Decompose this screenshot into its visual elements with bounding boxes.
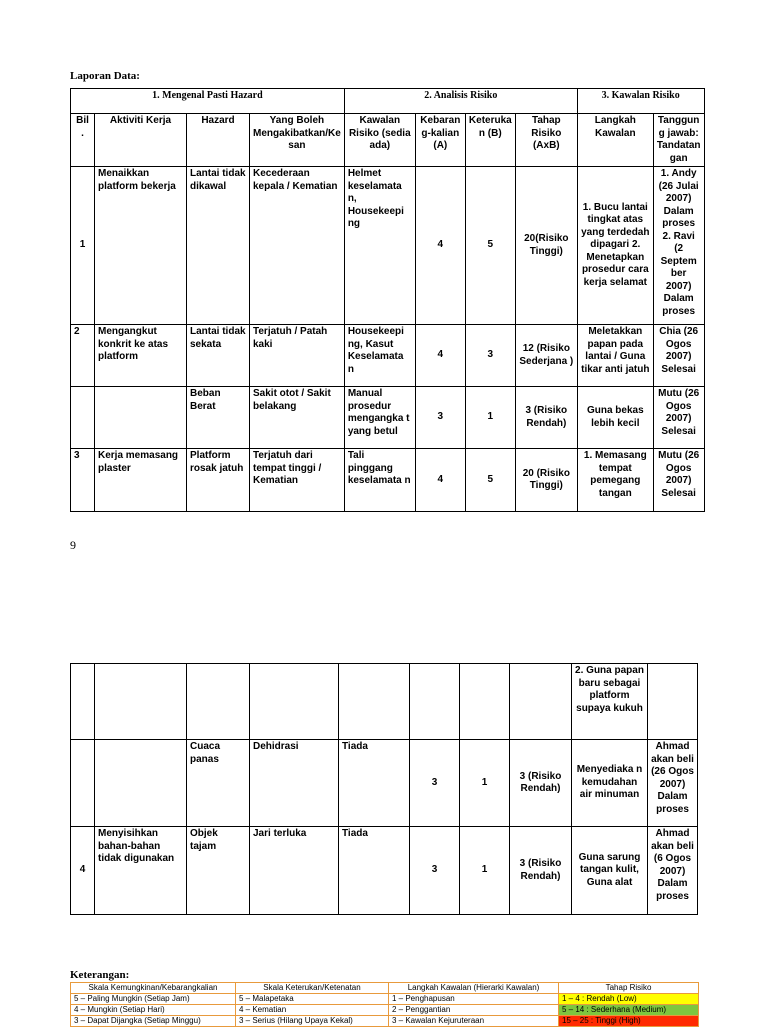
cell-a: 3 [410,827,460,915]
cell-langkah: Menyediaka n kemudahan air minuman [572,740,648,827]
col-tanggungjawab: Tanggun g jawab: Tandatan gan [653,114,704,167]
section-risk-analysis: 2. Analisis Risiko [344,89,577,114]
cell-tanggung: Mutu (26 Ogos 2007) Selesai [653,387,704,449]
cell-kawalan [339,664,410,740]
cell-a: 4 [415,325,465,387]
cell-bil [71,387,95,449]
legend-header: Tahap Risiko [559,983,699,994]
legend-table [70,982,699,1027]
table-row [71,827,698,915]
cell-tahap: 20 (Risiko Tinggi) [515,449,577,512]
cell-tanggung: Ahmad akan beli (26 Ogos 2007) Dalam proses [648,740,698,827]
cell-tanggung: Ahmad akan beli (6 Ogos 2007) Dalam proses [648,827,698,915]
cell-b: 3 [465,325,515,387]
col-aktiviti: Aktiviti Kerja [95,114,187,167]
cell-kawalan: Manual prosedur mengangka t yang betul [344,387,415,449]
col-bil: Bil . [71,114,95,167]
table-row [71,167,705,325]
hazard-table-page-2 [70,663,698,915]
cell-b: 5 [465,449,515,512]
cell-aktiviti: Menyisihkan bahan-bahan tidak digunakan [95,827,187,915]
col-hazard: Hazard [187,114,250,167]
cell-tahap: 20(Risiko Tinggi) [515,167,577,325]
cell-tahap: 12 (Risiko Sederjana ) [515,325,577,387]
col-akibat: Yang Boleh Mengakibatkan/Ke san [250,114,345,167]
cell-b [460,664,510,740]
cell-langkah: Guna bekas lebih kecil [577,387,653,449]
legend-header: Skala Kemungkinan/Kebarangkalian [71,983,236,994]
legend-level-low: 1 – 4 : Rendah (Low) [559,994,699,1005]
cell-a: 4 [415,449,465,512]
cell-akibat [250,664,339,740]
legend-cell: 3 – Kawalan Kejuruteraan [389,1016,559,1027]
cell-hazard: Lantai tidak sekata [187,325,250,387]
legend-cell: 3 – Dapat Dijangka (Setiap Minggu) [71,1016,236,1027]
section-header-row [71,89,705,114]
cell-kawalan: Housekeepi ng, Kasut Keselamata n [344,325,415,387]
cell-aktiviti: Menaikkan platform bekerja [95,167,187,325]
cell-hazard: Cuaca panas [187,740,250,827]
cell-aktiviti [95,740,187,827]
col-tahap: Tahap Risiko (AxB) [515,114,577,167]
cell-tahap: 3 (Risiko Rendah) [510,740,572,827]
legend-cell: 5 – Malapetaka [236,994,389,1005]
report-title: Laporan Data: [70,70,140,82]
page-number: 9 [70,538,76,552]
cell-langkah: Meletakkan papan pada lantai / Guna tikar anti jatuh [577,325,653,387]
cell-b: 1 [460,740,510,827]
cell-a: 3 [415,387,465,449]
legend-cell: 2 – Penggantian [389,1005,559,1016]
table-row [71,325,705,387]
col-kebarangkalian: Kebaran g-kalian (A) [415,114,465,167]
cell-akibat: Kecederaan kepala / Kematian [250,167,345,325]
cell-kawalan: Tali pinggang keselamata n [344,449,415,512]
col-keterukan: Keteruka n (B) [465,114,515,167]
col-kawalan-sedia: Kawalan Risiko (sedia ada) [344,114,415,167]
cell-tahap: 3 (Risiko Rendah) [510,827,572,915]
cell-langkah: 2. Guna papan baru sebagai platform supaya kukuh [572,664,648,740]
legend-header: Langkah Kawalan (Hierarki Kawalan) [389,983,559,994]
legend-row [71,994,699,1005]
cell-tahap: 3 (Risiko Rendah) [515,387,577,449]
cell-kawalan: Tiada [339,740,410,827]
cell-hazard: Lantai tidak dikawal [187,167,250,325]
cell-akibat: Terjatuh dari tempat tinggi / Kematian [250,449,345,512]
legend-cell: 4 – Mungkin (Setiap Hari) [71,1005,236,1016]
cell-akibat: Jari terluka [250,827,339,915]
table-row [71,449,705,512]
legend-cell: 1 – Penghapusan [389,994,559,1005]
cell-aktiviti [95,387,187,449]
legend-level-high: 15 – 25 : Tinggi (High) [559,1016,699,1027]
cell-langkah: 1. Bucu lantai tingkat atas yang terdedah dipagari 2. Menetapkan prosedur cara kerja selamat [577,167,653,325]
cell-b: 1 [460,827,510,915]
cell-akibat: Terjatuh / Patah kaki [250,325,345,387]
cell-b: 5 [465,167,515,325]
cell-tahap [510,664,572,740]
cell-kawalan: Helmet keselamata n, Housekeepi ng [344,167,415,325]
cell-aktiviti: Mengangkut konkrit ke atas platform [95,325,187,387]
cell-aktiviti: Kerja memasang plaster [95,449,187,512]
cell-bil: 2 [71,325,95,387]
col-langkah: Langkah Kawalan [577,114,653,167]
cell-hazard [187,664,250,740]
table-row [71,387,705,449]
legend-row [71,1016,699,1027]
legend-cell: 4 – Kematian [236,1005,389,1016]
legend-title: Keterangan: [70,969,130,981]
cell-kawalan: Tiada [339,827,410,915]
cell-tanggung: Mutu (26 Ogos 2007) Selesai [653,449,704,512]
cell-bil: 1 [71,167,95,325]
cell-hazard: Objek tajam [187,827,250,915]
cell-a: 4 [415,167,465,325]
cell-langkah: 1. Memasang tempat pemegang tangan [577,449,653,512]
cell-bil [71,664,95,740]
hazard-table-page-1 [70,88,705,512]
legend-row [71,1005,699,1016]
cell-a [410,664,460,740]
cell-hazard: Beban Berat [187,387,250,449]
cell-bil [71,740,95,827]
cell-tanggung: Chia (26 Ogos 2007) Selesai [653,325,704,387]
section-risk-control: 3. Kawalan Risiko [577,89,704,114]
cell-akibat: Sakit otot / Sakit belakang [250,387,345,449]
cell-b: 1 [465,387,515,449]
cell-tanggung [648,664,698,740]
cell-langkah: Guna sarung tangan kulit, Guna alat [572,827,648,915]
table-row [71,664,698,740]
cell-a: 3 [410,740,460,827]
cell-bil: 3 [71,449,95,512]
cell-hazard: Platform rosak jatuh [187,449,250,512]
section-hazard-id: 1. Mengenal Pasti Hazard [71,89,345,114]
legend-header-row [71,983,699,994]
legend-cell: 3 – Serius (Hilang Upaya Kekal) [236,1016,389,1027]
legend-cell: 5 – Paling Mungkin (Setiap Jam) [71,994,236,1005]
cell-bil: 4 [71,827,95,915]
cell-tanggung: 1. Andy (26 Julai 2007) Dalam proses 2. Ravi (2 Septem ber 2007) Dalam proses [653,167,704,325]
column-header-row [71,114,705,167]
cell-aktiviti [95,664,187,740]
cell-akibat: Dehidrasi [250,740,339,827]
table-row [71,740,698,827]
legend-header: Skala Keterukan/Ketenatan [236,983,389,994]
legend-level-medium: 5 – 14 : Sederhana (Medium) [559,1005,699,1016]
